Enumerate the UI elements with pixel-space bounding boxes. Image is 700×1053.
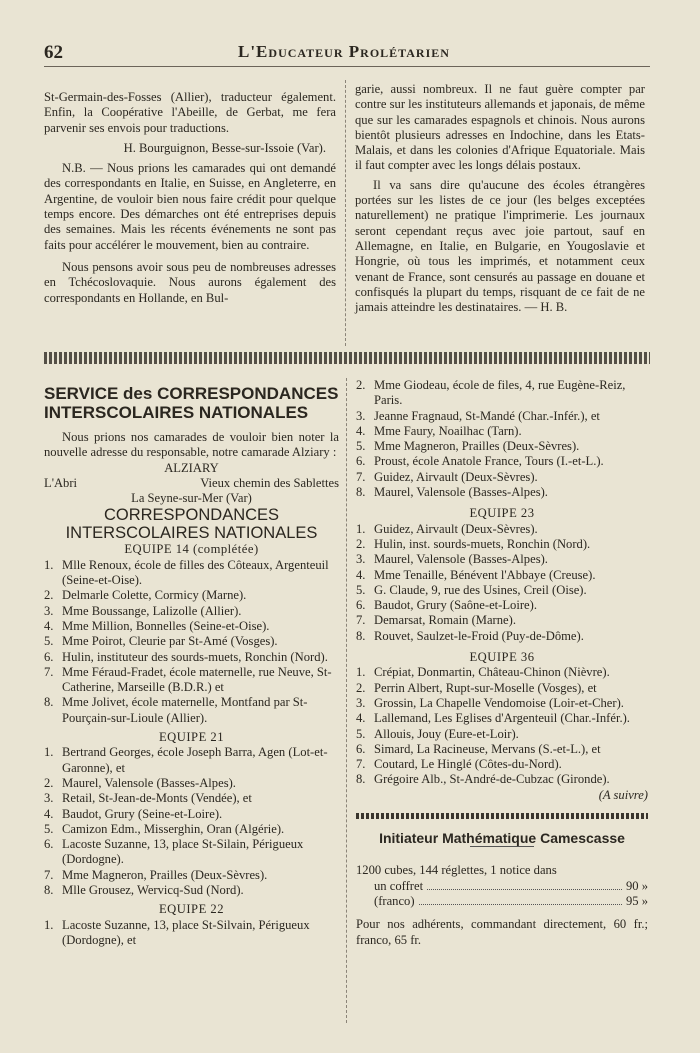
responsible-address [44, 476, 339, 491]
service-intro: Nous prions nos camarades de vouloir bien noter la nouvelle adresse du responsable, notre camarade Alziary : [44, 430, 339, 460]
list-item: 3. Retail, St-Jean-de-Monts (Vendée), et [44, 791, 252, 806]
page-number: 62 [44, 42, 63, 63]
list-item: 1. Lacoste Suzanne, 13, place St-Silvain, Périgueux (Dordogne), et [44, 917, 310, 947]
list-item: 7. Coutard, Le Hinglé (Côtes-du-Nord). [356, 757, 562, 772]
responsible-name: ALZIARY [164, 460, 219, 475]
equipe-14-list [44, 558, 339, 726]
correspondances-title: CORRESPONDANCES INTERSCOLAIRES NATIONALES [65, 506, 318, 543]
list-item: 1. Mlle Renoux, école de filles des Côteaux, Argenteuil (Seine-et-Oise). [44, 557, 329, 588]
equipe-36-list [356, 665, 648, 787]
top-right-column [355, 82, 645, 315]
list-item: 7. Demarsat, Romain (Marne). [356, 613, 516, 628]
ad-price-row: (franco) 95 » [374, 893, 648, 908]
ad-price-row: un coffret 90 » [374, 878, 648, 893]
address-right: Vieux chemin des Sablettes [200, 475, 339, 490]
header-rule [44, 66, 650, 67]
bottom-right-column [356, 378, 648, 948]
equipe-22-list-continued [356, 378, 648, 500]
journal-title: L'Educateur Prolétarien [238, 42, 450, 61]
list-item: 4. Lallemand, Les Eglises d'Argenteuil (Char.-Infér.). [356, 711, 630, 726]
paragraph: St-Germain-des-Fosses (Allier), traducteur également. Enfin, la Coopérative l'Abeille, de Gerbat, me fera parvenir ses envois pour traductions. [44, 90, 336, 135]
list-item: 4. Baudot, Grury (Seine-et-Loire). [44, 806, 223, 821]
list-item: 2. Maurel, Valensole (Basses-Alpes). [44, 775, 236, 790]
equipe-22-title: EQUIPE 22 [158, 902, 224, 917]
list-item: 6. Simard, La Racineuse, Mervans (S.-et-L.), et [356, 741, 601, 756]
section-divider [44, 352, 650, 364]
list-item: 4. Mme Million, Bonnelles (Seine-et-Oise). [44, 618, 270, 633]
top-left-column [44, 90, 336, 306]
ad-divider [356, 813, 648, 819]
list-item: 3. Jeanne Fragnaud, St-Mandé (Char.-Infér.), et [356, 408, 600, 423]
list-item: 2. Perrin Albert, Rupt-sur-Moselle (Vosges), et [356, 680, 597, 695]
paragraph: Nous pensons avoir sous peu de nombreuses adresses en Tchécoslovaquie. Nous aurons également des correspondants en Hollande, en Bul- [44, 259, 336, 305]
list-item: 5. Mme Poirot, Cleurie par St-Amé (Vosges). [44, 634, 278, 649]
paragraph: Il va sans dire qu'aucune des écoles étrangères portées sur les listes de ce jour (les belges exceptées naturellement) ne pratique l'imprimerie. Les journaux seront cependant reçus avec joie partout, sauf en Allemagne, en Italie, en Bulgarie, en Yougoslavie et Hongrie, où tous les imprimés, et notamment ceux venant de France, sont censurés au passage en douane et confisqués la plupart du temps, risquant de ce fait de ne jamais atteindre les destinataires. — H. B. [355, 177, 645, 315]
bottom-left-column [44, 384, 339, 948]
equipe-14-title: EQUIPE 14 (complétée) [124, 542, 259, 557]
list-item: 5. G. Claude, 9, rue des Usines, Creil (Oise). [356, 582, 587, 597]
ad-line: 1200 cubes, 144 réglettes, 1 notice dans [356, 863, 557, 878]
column-divider [345, 80, 346, 346]
list-item: 6. Lacoste Suzanne, 13, place St-Silain, Périgueux (Dordogne). [44, 837, 304, 867]
equipe-21-title: EQUIPE 21 [158, 730, 224, 745]
service-title: SERVICE des CORRESPONDANCES INTERSCOLAIRES NATIONALES [44, 384, 339, 422]
ad-footer: Pour nos adhérents, commandant directement, 60 fr.; franco, 65 fr. [356, 917, 648, 947]
list-item: 3. Mme Boussange, Lalizolle (Allier). [44, 603, 242, 618]
equipe-23-list [356, 522, 648, 644]
list-item: 5. Mme Magneron, Prailles (Deux-Sèvres). [356, 439, 580, 454]
list-item: 7. Mme Magneron, Prailles (Deux-Sèvres). [44, 867, 268, 882]
list-item: 3. Grossin, La Chapelle Vendomoise (Loir-et-Cher). [356, 695, 624, 710]
list-item: 4. Mme Tenaille, Bénévent l'Abbaye (Creuse). [356, 567, 596, 582]
list-item: 3. Maurel, Valensole (Basses-Alpes). [356, 552, 548, 567]
address-city: La Seyne-sur-Mer (Var) [131, 491, 252, 506]
paragraph: N.B. — Nous prions les camarades qui ont demandé des correspondants en Italie, en Suisse, en Angleterre, en Argentine, de vouloir bien nous faire crédit pour quelque temps encore. Des démarches ont été entreprises depuis des semaines. Mais les récents événements ne sont pas faits pour accélérer le mouvement, bien au contraire. [44, 161, 336, 252]
list-item: 2. Hulin, inst. sourds-muets, Ronchin (Nord). [356, 536, 591, 551]
list-item: 8. Mme Jolivet, école maternelle, Montfand par St-Pourçain-sur-Lioule (Allier). [44, 695, 308, 725]
equipe-23-title: EQUIPE 23 [469, 506, 535, 521]
list-item: 8. Grégoire Alb., St-André-de-Cubzac (Gironde). [356, 772, 610, 787]
list-item: 8. Mlle Grousez, Wervicq-Sud (Nord). [44, 883, 244, 898]
address-left: L'Abri [44, 475, 78, 490]
equipe-22-list [44, 918, 339, 949]
ad-title: Initiateur Mathématique Camescasse [379, 830, 625, 847]
list-item: 6. Baudot, Grury (Saône-et-Loire). [356, 598, 537, 613]
list-item: 7. Guidez, Airvault (Deux-Sèvres). [356, 469, 538, 484]
list-item: 6. Hulin, instituteur des sourds-muets, Ronchin (Nord). [44, 649, 328, 664]
list-item: 5. Allouis, Jouy (Eure-et-Loir). [356, 726, 519, 741]
signature: H. Bourguignon, Besse-sur-Issoie (Var). [123, 140, 326, 155]
column-divider [346, 378, 347, 1023]
equipe-21-list [44, 745, 339, 898]
paragraph: garie, aussi nombreux. Il ne faut guère compter par contre sur les instituteurs allemands et japonais, de même que sur les camarades espagnols et chinois. Nous aurons bientôt plusieurs adresses en Indochine, dans les Etats-Malais, et dans les colonies d'Afrique Equatoriale. Mais il faut compter avec les longs délais postaux. [355, 82, 645, 173]
to-be-continued: (A suivre) [598, 787, 648, 802]
ad-title-rule [470, 846, 534, 847]
list-item: 2. Mme Giodeau, école de files, 4, rue Eugène-Reiz, Paris. [356, 378, 626, 408]
list-item: 8. Rouvet, Saulzet-le-Froid (Puy-de-Dôme). [356, 628, 584, 643]
equipe-36-title: EQUIPE 36 [469, 650, 535, 665]
list-item: 6. Proust, école Anatole France, Tours (I.-et-L.). [356, 454, 604, 469]
list-item: 7. Mme Féraud-Fradet, école maternelle, rue Neuve, St-Catherine, Marseille (B.D.R.) et [44, 664, 332, 695]
list-item: 1. Guidez, Airvault (Deux-Sèvres). [356, 521, 538, 536]
list-item: 1. Bertrand Georges, école Joseph Barra, Agen (Lot-et-Garonne), et [44, 745, 328, 775]
list-item: 4. Mme Faury, Noailhac (Tarn). [356, 423, 522, 438]
list-item: 5. Camizon Edm., Misserghin, Oran (Algérie). [44, 821, 285, 836]
list-item: 2. Delmarle Colette, Cormicy (Marne). [44, 588, 247, 603]
list-item: 8. Maurel, Valensole (Basses-Alpes). [356, 485, 548, 500]
list-item: 1. Crépiat, Donmartin, Château-Chinon (Nièvre). [356, 665, 610, 680]
